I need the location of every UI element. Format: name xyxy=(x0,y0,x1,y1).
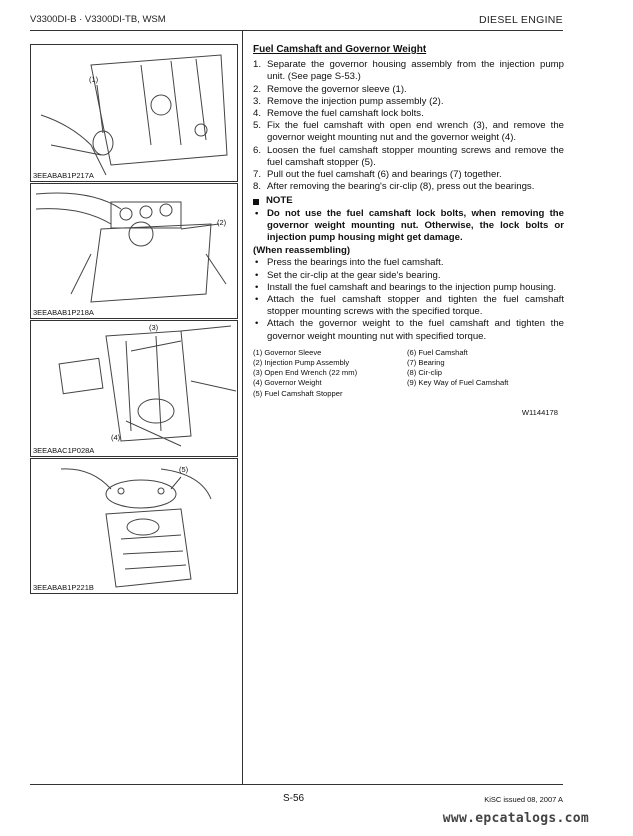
figure-injection-pump xyxy=(30,183,238,319)
header-section: DIESEL ENGINE xyxy=(478,14,563,26)
callout-3: (3) xyxy=(149,323,159,332)
step-item: 3. Remove the injection pump assembly (2). xyxy=(253,95,444,107)
figure-4-caption: 3EEABAB1P221B xyxy=(33,583,94,592)
legend-item: (8) Cir-clip xyxy=(407,368,443,378)
figure-2-illustration xyxy=(31,184,237,318)
procedure-content xyxy=(253,44,564,419)
figure-4-illustration xyxy=(31,459,237,593)
figure-1-illustration xyxy=(31,45,237,181)
figure-1-caption: 3EEABAB1P217A xyxy=(33,171,94,180)
page-number: S-56 xyxy=(283,793,305,804)
reassembling-item: • Press the bearings into the fuel camshaft. xyxy=(255,257,444,269)
reassembling-heading: (When reassembling) xyxy=(253,245,351,257)
step-item: 2. Remove the governor sleeve (1). xyxy=(253,83,407,95)
legend-item: (6) Fuel Camshaft xyxy=(407,347,468,357)
legend-item: (5) Fuel Camshaft Stopper xyxy=(253,388,343,398)
step-item: 1. Separate the governor housing assembly from the injection pump unit. (See page S-53.) xyxy=(253,59,564,83)
column-divider xyxy=(242,30,243,784)
legend-item: (1) Governor Sleeve xyxy=(253,347,322,357)
legend-item: (3) Open End Wrench (22 mm) xyxy=(253,368,358,378)
reassembling-item: • Attach the fuel camshaft stopper and tighten the fuel camshaft stopper mounting screws with the specified torque. xyxy=(255,294,564,318)
legend-item: (4) Governor Weight xyxy=(253,378,322,388)
callout-2: (2) xyxy=(217,218,227,227)
header-model: V3300DI-B · V3300DI-TB, WSM xyxy=(30,14,166,25)
callout-1: (1) xyxy=(89,75,99,84)
figure-camshaft-stopper xyxy=(30,458,238,594)
document-code: W1144178 xyxy=(521,407,558,417)
step-item: 7. Pull out the fuel camshaft (6) and bearings (7) together. xyxy=(253,169,502,181)
reassembling-item: • Attach the governor weight to the fuel camshaft and tighten the governor weight mounting nut with specified torque. xyxy=(255,318,564,342)
parts-legend xyxy=(253,348,564,399)
step-item: 8. After removing the bearing's cir-clip (8), press out the bearings. xyxy=(253,181,535,193)
header-rule xyxy=(30,30,563,31)
section-title: Fuel Camshaft and Governor Weight xyxy=(253,44,427,55)
issue-info: KiSC issued 08, 2007 A xyxy=(484,795,563,804)
note-heading: NOTE xyxy=(253,195,564,207)
reassembling-item: • Install the fuel camshaft and bearings to the injection pump housing. xyxy=(255,281,557,293)
figure-governor-sleeve xyxy=(30,44,238,182)
legend-item: (7) Bearing xyxy=(407,358,445,368)
footer-rule xyxy=(30,784,563,785)
figure-3-illustration xyxy=(31,321,237,456)
reassembling-item: • Set the cir-clip at the gear side's bearing. xyxy=(255,269,441,281)
note-item: • Do not use the fuel camshaft lock bolts, when removing the governor weight mounting nut. Otherwise, the lock bolts or injection pump housing might get damage. xyxy=(255,207,564,244)
callout-4: (4) xyxy=(111,433,121,442)
step-item: 6. Loosen the fuel camshaft stopper mounting screws and remove the fuel camshaft stopper (5). xyxy=(253,144,564,168)
legend-item: (9) Key Way of Fuel Camshaft xyxy=(407,378,509,388)
figure-3-caption: 3EEABAC1P028A xyxy=(33,446,95,455)
callout-5: (5) xyxy=(179,465,189,474)
watermark: www.epcatalogs.com xyxy=(442,811,589,826)
step-item: 4. Remove the fuel camshaft lock bolts. xyxy=(253,108,424,120)
legend-item: (2) Injection Pump Assembly xyxy=(253,358,350,368)
figure-2-caption: 3EEABAB1P218A xyxy=(33,308,94,317)
note-square-icon xyxy=(253,199,259,205)
step-item: 5. Fix the fuel camshaft with open end wrench (3), and remove the governor weight mounting nut and the governor weight (4). xyxy=(253,120,564,144)
figure-open-end-wrench xyxy=(30,320,238,457)
